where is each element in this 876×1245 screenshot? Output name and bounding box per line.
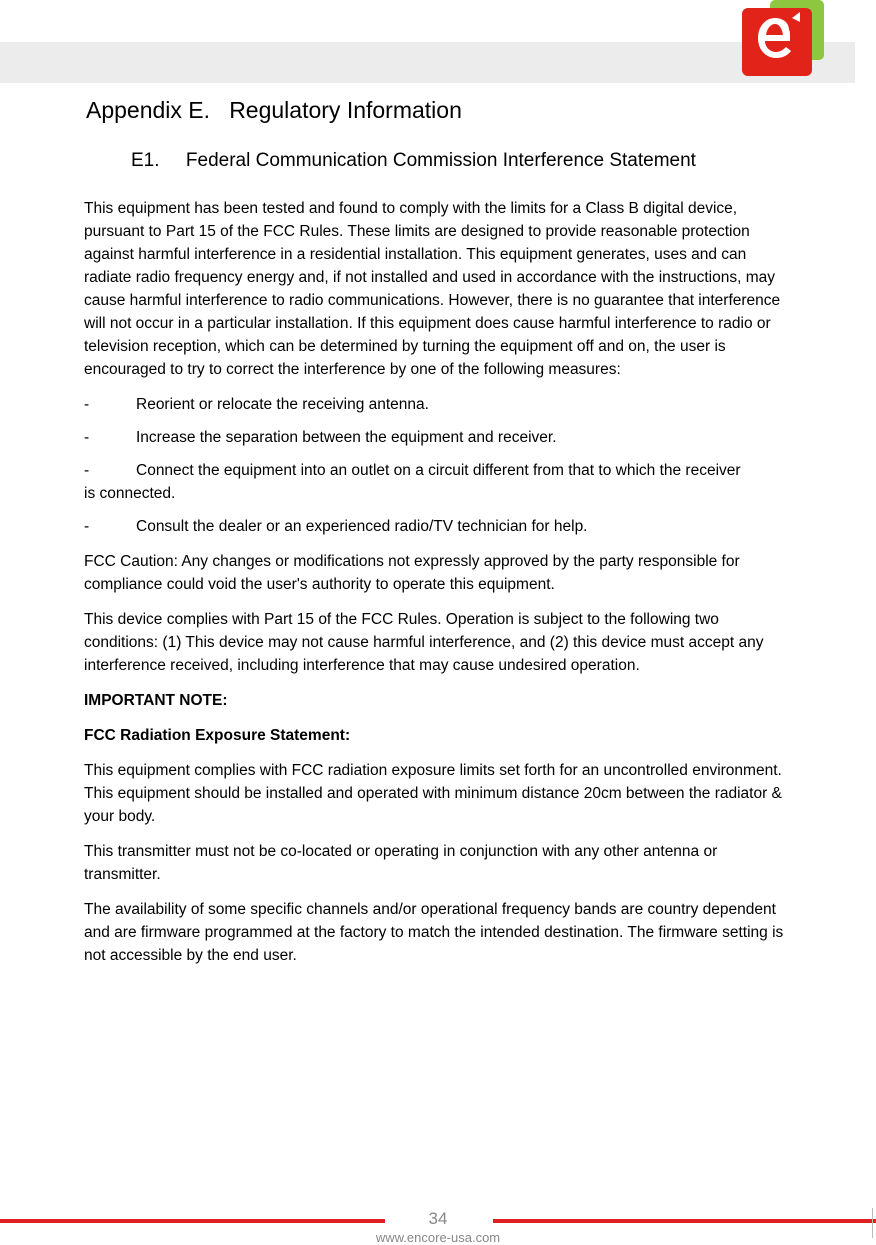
list-item: - Reorient or relocate the receiving antenna. <box>84 396 429 413</box>
colocation-paragraph: This transmitter must not be co-located or operating in conjunction with any other antenna or transmitter. <box>84 843 718 883</box>
fcc-caution-paragraph: FCC Caution: Any changes or modifications not expressly approved by the party responsible for compliance could void the user's authority to operate this equipment. <box>84 553 740 593</box>
encore-logo-icon <box>742 0 826 78</box>
availability-paragraph: The availability of some specific channels and/or operational frequency bands are country dependent and are firmware programmed at the factory to match the intended destination. The firmware setting is not accessible by the end user. <box>84 901 784 964</box>
measures-list <box>84 393 796 538</box>
website-link[interactable]: www.encore-usa.com <box>375 1230 501 1245</box>
list-item: - Consult the dealer or an experienced radio/TV technician for help. <box>84 518 588 535</box>
important-note-heading: IMPORTANT NOTE: <box>84 692 228 709</box>
header-band <box>0 42 855 83</box>
part15-paragraph: This device complies with Part 15 of the FCC Rules. Operation is subject to the following two conditions: (1) This device may not cause harmful interference, and (2) this device must accept any interference received, including interference that may cause undesired operation. <box>84 611 764 674</box>
list-item: - Connect the equipment into an outlet on a circuit different from that to which the receiver <box>84 462 741 479</box>
document-body <box>84 197 796 979</box>
list-item: - Increase the separation between the equipment and receiver. <box>84 429 557 446</box>
page-title: Appendix E. Regulatory Information <box>86 97 462 123</box>
radiation-paragraph: This equipment complies with FCC radiation exposure limits set forth for an uncontrolled environment. This equipment should be installed and operated with minimum distance 20cm between the radiator & your body. <box>84 762 782 825</box>
section-heading: E1. Federal Communication Commission Interference Statement <box>131 150 696 171</box>
radiation-heading: FCC Radiation Exposure Statement: <box>84 727 351 744</box>
page-number: 34 <box>428 1209 448 1228</box>
intro-paragraph: This equipment has been tested and found to comply with the limits for a Class B digital device, pursuant to Part 15 of the FCC Rules. These limits are designed to provide reasonable protection against harmful interference in a residential installation. This equipment generates, uses and can radiate radio frequency energy and, if not installed and used in accordance with the instructions, may cause harmful interference to radio communications. However, there is no guarantee that interference will not occur in a particular installation. If this equipment does cause harmful interference to radio or television reception, which can be determined by turning the equipment off and on, the user is encouraged to try to correct the interference by one of the following measures: <box>84 200 781 378</box>
list-item-continuation: is connected. <box>84 485 176 502</box>
